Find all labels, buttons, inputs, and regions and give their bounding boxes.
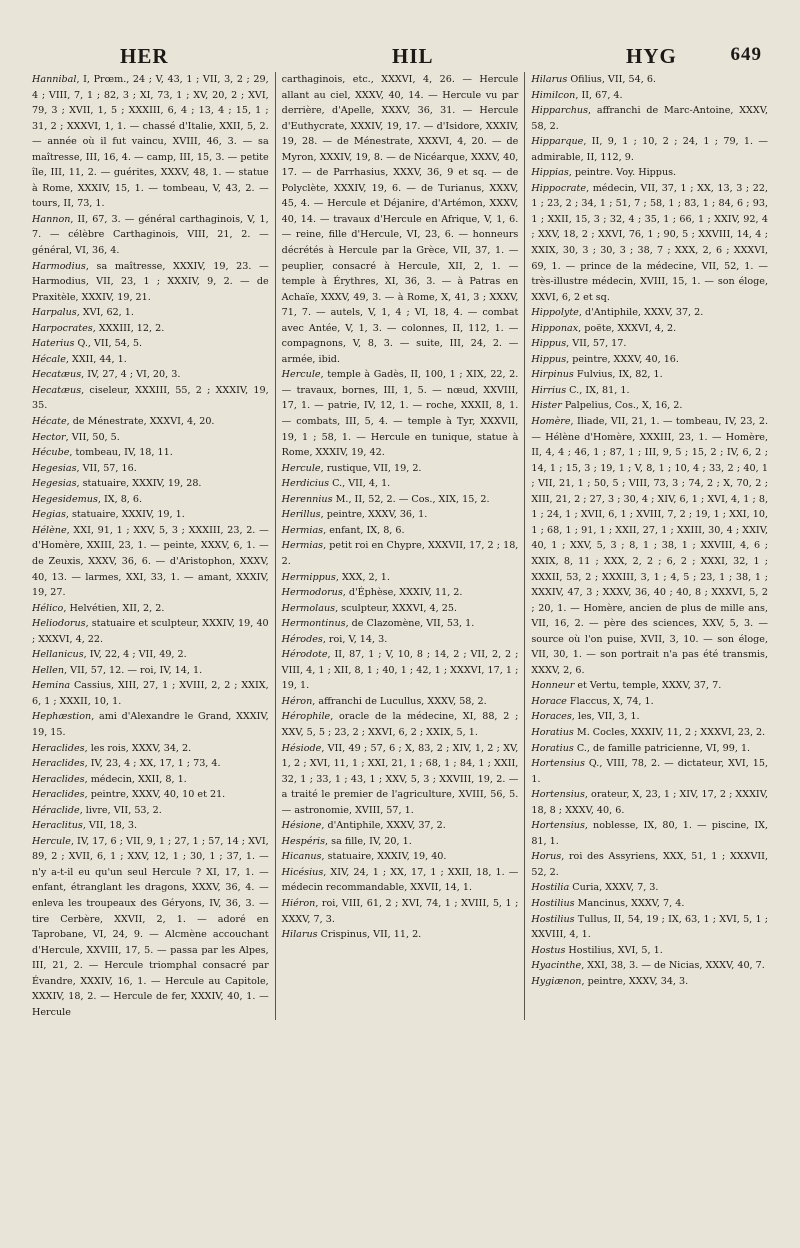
entry-headword: Horace bbox=[531, 695, 567, 707]
entry-references: , XVI, 62, 1. bbox=[76, 307, 134, 319]
entry-headword: Hilarus bbox=[281, 929, 318, 941]
entry-headword: Hecatæus bbox=[32, 369, 82, 381]
index-entry bbox=[531, 943, 768, 959]
entry-headword: Horus bbox=[531, 851, 562, 863]
entry-references: , tombeau, IV, 18, 11. bbox=[69, 447, 173, 459]
index-entry bbox=[32, 383, 269, 414]
index-entry bbox=[282, 570, 519, 586]
index-entry bbox=[531, 756, 768, 787]
entry-references: , de Ménestrate, XXXVI, 4, 20. bbox=[66, 416, 215, 428]
entry-references: Hostilius, XVI, 5, 1. bbox=[565, 944, 663, 956]
running-header bbox=[26, 40, 774, 66]
entry-references: , II, 87, 1 ; V, 10, 8 ; 14, 2 ; VII, 2, 2 ; VIII, 4, 1 ; XII, 8, 1 ; 40, 1 ; 42, 1 ; XXXVI, 17, 1 ; 19, 1. bbox=[281, 649, 519, 692]
entry-references: C., de famille patricienne, VI, 99, 1. bbox=[573, 742, 751, 754]
entry-headword: Heraclides bbox=[32, 742, 85, 754]
entry-headword: Hannon bbox=[32, 213, 71, 225]
index-entry bbox=[531, 741, 768, 757]
header-center-word: HIL bbox=[392, 44, 434, 68]
entry-references: , médecin, XXII, 8, 1. bbox=[84, 773, 187, 785]
entry-headword: Hostilia bbox=[531, 882, 570, 894]
index-entry bbox=[282, 538, 519, 569]
entry-headword: Hécate bbox=[32, 416, 67, 428]
entry-references: , Helvétien, XII, 2, 2. bbox=[63, 602, 165, 614]
index-column-right bbox=[525, 72, 774, 1020]
entry-headword: Héron bbox=[281, 695, 313, 707]
index-column-middle bbox=[275, 72, 526, 1020]
index-entry bbox=[531, 958, 768, 974]
entry-references: , d'Antiphile, XXXV, 37, 2. bbox=[321, 820, 446, 832]
index-entry bbox=[32, 834, 269, 1021]
entry-references: , IV, 27, 4 ; VI, 20, 3. bbox=[81, 369, 181, 381]
entry-references: Flaccus, X, 74, 1. bbox=[566, 695, 654, 707]
entry-headword: Hérodes bbox=[281, 633, 323, 645]
entry-references: , peintre, XXXV, 40, 16. bbox=[566, 353, 679, 365]
index-entry bbox=[531, 678, 768, 694]
entry-references: , enfant, IX, 8, 6. bbox=[323, 524, 405, 536]
index-entry bbox=[32, 772, 269, 788]
index-columns bbox=[26, 72, 774, 1020]
entry-headword: Hippocrate bbox=[531, 182, 587, 194]
index-entry bbox=[32, 414, 269, 430]
entry-references: , poëte, XXXVI, 4, 2. bbox=[578, 322, 677, 334]
entry-headword: Herillus bbox=[281, 509, 321, 521]
index-entry bbox=[282, 616, 519, 632]
entry-headword: Hérophile bbox=[281, 711, 331, 723]
index-entry bbox=[531, 974, 768, 990]
entry-references: Tullus, II, 54, 19 ; IX, 63, 1 ; XVI, 5, 1 ; XXVIII, 4, 1. bbox=[531, 913, 769, 941]
index-entry bbox=[531, 181, 768, 305]
entry-headword: Heraclitus bbox=[32, 820, 83, 832]
entry-references: , affranchi de Lucullus, XXXV, 58, 2. bbox=[312, 695, 487, 707]
entry-references: Q., VIII, 78, 2. — dictateur, XVI, 15, 1. bbox=[531, 758, 769, 785]
entry-headword: Hermolaus bbox=[281, 602, 336, 614]
entry-headword: Hercule bbox=[32, 835, 71, 847]
index-entry bbox=[32, 756, 269, 772]
entry-headword: Hostilius bbox=[531, 913, 575, 925]
entry-headword: Hemina bbox=[32, 680, 71, 692]
entry-headword: Hegesidemus bbox=[32, 493, 98, 505]
entry-references: , VII, 57, 17. bbox=[566, 338, 627, 350]
entry-headword: Hécale bbox=[32, 353, 66, 365]
index-entry bbox=[531, 103, 768, 134]
entry-headword: Hicanus bbox=[281, 851, 322, 863]
index-entry bbox=[32, 321, 269, 337]
index-entry bbox=[32, 818, 269, 834]
entry-headword: Hector bbox=[32, 431, 66, 443]
entry-references: Fulvius, IX, 82, 1. bbox=[573, 369, 663, 381]
entry-references: , I, Prœm., 24 ; V, 43, 1 ; VII, 3, 2 ; 29, 4 ; VIII, 7, 1 ; 82, 3 ; XI, 73, 1 ; XV, 20, 2 ; XVI, 79, 3 ; XVII, 1, 5 ; XXXIII, 6, 4 ; 13, 4 ; 15, 1 ; 31, 2 ; XXXVI, 1, 1. — chassé d'Italie, XXII, 5, 2. — année où il fut vaincu, XVIII, 46, 3. — sa maîtresse, III, 16, 4. — camp, III, 15, 3. — petite île, III, 11, 2. — guérites, XXXV, 48, 1. — statue à Rome, XXXIV, 15, 1. — tombeau, V, 43, 2. — tours, II, 73, 1. bbox=[32, 74, 269, 210]
entry-headword: Hésione bbox=[281, 820, 322, 832]
entry-headword: Heraclides bbox=[32, 773, 85, 785]
entry-headword: Hélène bbox=[32, 524, 67, 536]
entry-references: , les, VII, 3, 1. bbox=[571, 711, 640, 723]
entry-headword: Hannibal bbox=[32, 74, 77, 85]
entry-references: , affranchi de Marc-Antoine, XXXV, 58, 2. bbox=[531, 105, 769, 132]
entry-references: , ami d'Alexandre le Grand, XXXIV, 19, 15. bbox=[32, 711, 269, 738]
entry-references: , les rois, XXXV, 34, 2. bbox=[84, 742, 192, 754]
entry-headword: Hermippus bbox=[281, 571, 336, 583]
index-entry bbox=[531, 321, 768, 337]
entry-references: , roi, VIII, 61, 2 ; XVI, 74, 1 ; XVIII, 5, 1 ; XXXV, 7, 3. bbox=[281, 897, 519, 925]
index-entry bbox=[531, 896, 768, 912]
entry-headword: Hegias bbox=[32, 509, 66, 521]
index-entry bbox=[282, 523, 519, 539]
index-entry bbox=[531, 849, 768, 880]
index-entry bbox=[282, 632, 519, 648]
entry-headword: Hegesias bbox=[32, 478, 77, 490]
index-entry bbox=[531, 787, 768, 818]
entry-references: , VII, 50, 5. bbox=[65, 431, 120, 443]
index-entry bbox=[32, 647, 269, 663]
index-entry bbox=[32, 461, 269, 477]
index-entry bbox=[282, 927, 519, 943]
entry-references: , peintre, XXXV, 34, 3. bbox=[581, 975, 689, 987]
index-entry bbox=[531, 383, 768, 399]
index-entry bbox=[282, 741, 519, 819]
index-entry bbox=[282, 72, 519, 367]
entry-headword: Hipparchus bbox=[531, 105, 589, 117]
entry-headword: Horatius bbox=[531, 726, 574, 738]
index-entry bbox=[32, 507, 269, 523]
index-entry bbox=[531, 336, 768, 352]
header-left-word: HER bbox=[120, 44, 169, 68]
entry-headword: Hephæstion bbox=[32, 711, 92, 723]
entry-headword: Hermias bbox=[281, 540, 324, 552]
entry-headword: Hyacinthe bbox=[531, 960, 582, 972]
entry-headword: Hiéron bbox=[281, 897, 316, 909]
entry-references: , livre, VII, 53, 2. bbox=[79, 804, 162, 816]
entry-headword: Haterius bbox=[32, 338, 75, 350]
index-entry bbox=[32, 367, 269, 383]
entry-headword: Hortensius bbox=[531, 820, 585, 832]
entry-references: , XXXIII, 12, 2. bbox=[92, 322, 165, 334]
entry-references: , peintre, XXXV, 36, 1. bbox=[320, 509, 428, 521]
entry-references: , IX, 8, 6. bbox=[97, 493, 143, 505]
entry-headword: Hirrius bbox=[531, 384, 567, 396]
index-entry bbox=[531, 352, 768, 368]
entry-references: Ofilius, VII, 54, 6. bbox=[567, 74, 656, 85]
entry-references: , orateur, X, 23, 1 ; XIV, 17, 2 ; XXXIV, 18, 8 ; XXXV, 40, 6. bbox=[531, 789, 769, 816]
entry-headword: Herdicius bbox=[281, 478, 330, 490]
index-entry bbox=[282, 461, 519, 477]
entry-references: , IV, 22, 4 ; VII, 49, 2. bbox=[83, 649, 187, 661]
entry-references: , ciseleur, XXXIII, 55, 2 ; XXXIV, 19, 35. bbox=[32, 384, 269, 412]
entry-references: carthaginois, etc., XXXVI, 4, 26. — Hercule allant au ciel, XXXV, 40, 14. — Hercule vu par derrière, d'Apelle, XXXV, 36, 31. — Hercule d'Euthycrate, XXXIV, 19, 17. — d'Isidore, XXXIV, 19, 28. — de Ménestrate, XXXVI, 4, 20. — de Myron, XXXIV, 19, 8. — de Nicéarque, XXXV, 40, 17. — de Parrhasius, XXXV, 36, 9 et sq. — de Polyclète, XXXIV, 19, 6. — de Turianus, XXXV, 45, 4. — Hercule et Déjanire, d'Artémon, XXXV, 40, 14. — travaux d'Hercule en Afrique, V, 1, 6. — reine, fille d'Hercule, VI, 23, 6. — honneurs décrétés à Hercule par la Grèce, VII, 37, 1. — peuplier, consacré à Hercule, XII, 2, 1. — temple à Érythres, XI, 36, 3. — à Patras en Achaïe, XXXV, 49, 3. — à Rome, X, 41, 3 ; XXXV, 71, 7. — autels, V, 1, 4 ; VI, 18, 4. — combat avec Antée, V, 1, 3. — colonnes, II, 112, 1. — compagnons, V, 8, 3. — suite, III, 24, 2. — armée, ibid. bbox=[281, 74, 519, 365]
index-entry bbox=[531, 165, 768, 181]
entry-headword: Hellen bbox=[32, 664, 65, 676]
entry-references: , IV, 17, 6 ; VII, 9, 1 ; 27, 1 ; 57, 14 ; XVI, 89, 2 ; XVII, 6, 1 ; XXV, 12, 1 ; 30, 1 ; 37, 1. — n'y a-t-il eu qu'un seul Hercule ? XI, 17, 1. — enfant, étranglant les dragons, XXXV, 36, 4. — enleva les troupeaux des Géryons, IV, 36, 3. — tire Cerbère, XXVII, 2, 1. — adoré en Taprobane, VI, 24, 9. — Alcmène accouchant d'Hercule, XXVIII, 17, 5. — passa par les Alpes, III, 21, 2. — Hercule triomphal consacré par Évandre, XXXIV, 16, 1. — Hercule au Capitole, XXXIV, 18, 2. — Hercule de fer, XXXIV, 40, 1. — Hercule bbox=[32, 835, 269, 1018]
index-column-left bbox=[26, 72, 275, 1020]
entry-references: Crispinus, VII, 11, 2. bbox=[317, 929, 422, 941]
entry-references: , XXX, 2, 1. bbox=[335, 571, 390, 583]
entry-references: , XIV, 24, 1 ; XX, 17, 1 ; XXII, 18, 1. — médecin recommandable, XXVII, 14, 1. bbox=[281, 866, 519, 894]
entry-headword: Hister bbox=[531, 400, 562, 412]
index-entry bbox=[282, 507, 519, 523]
entry-references: et Vertu, temple, XXXV, 37, 7. bbox=[574, 680, 722, 692]
entry-references: , noblesse, IX, 80, 1. — piscine, IX, 81, 1. bbox=[531, 820, 769, 847]
entry-references: , sa fille, IV, 20, 1. bbox=[325, 835, 412, 847]
entry-references: , petit roi en Chypre, XXXVII, 17, 2 ; 18, 2. bbox=[281, 540, 519, 567]
index-entry bbox=[32, 787, 269, 803]
entry-references: C., IX, 81, 1. bbox=[566, 384, 630, 396]
index-entry bbox=[32, 212, 269, 259]
index-entry bbox=[32, 678, 269, 709]
entry-references: , d'Éphèse, XXXIV, 11, 2. bbox=[342, 587, 463, 599]
entry-headword: Himilcon bbox=[531, 89, 576, 101]
index-entry bbox=[282, 818, 519, 834]
entry-headword: Homère bbox=[531, 416, 571, 428]
entry-headword: Hygiænon bbox=[531, 975, 582, 987]
entry-headword: Hermodorus bbox=[281, 587, 343, 599]
entry-references: , II, 9, 1 ; 10, 2 ; 24, 1 ; 79, 1. — admirable, II, 112, 9. bbox=[531, 136, 769, 163]
index-entry bbox=[531, 912, 768, 943]
index-entry bbox=[282, 476, 519, 492]
entry-headword: Hippus bbox=[531, 338, 567, 350]
entry-headword: Hegesias bbox=[32, 462, 77, 474]
header-right-word: HYG bbox=[626, 44, 677, 68]
entry-references: , médecin, VII, 37, 1 ; XX, 13, 3 ; 22, 1 ; 23, 2 ; 34, 1 ; 51, 7 ; 58, 1 ; 83, 1 ; 84, 6 ; 93, 1 ; XXII, 15, 3 ; 32, 4 ; 35, 1 ; 66, 1 ; XXIV, 92, 4 ; XXV, 18, 2 ; XXVI, 76, 1 ; 90, 5 ; XXVIII, 14, 4 ; XXIX, 30, 3 ; 30, 3 ; 38, 7 ; XXX, 2, 6 ; XXXVI, 69, 1. — prince de la médecine, VII, 52, 1. — très-illustre médecin, XVIII, 15, 1. — son éloge, XXVI, 6, 2 et sq. bbox=[531, 182, 769, 303]
entry-references: , Iliade, VII, 21, 1. — tombeau, IV, 23, 2. — Hélène d'Homère, XXXIII, 23, 1. — Homère, II, 4, 4 ; 46, 1 ; 87, 1 ; III, 9, 5 ; 15, 2 ; IV, 6, 2 ; 14, 1 ; 15, 3 ; 19, 1 ; V, 8, 1 ; 10, 4 ; 33, 2 ; 40, 1 ; VII, 21, 1 ; 50, 5 ; VIII, 73, 3 ; 74, 2 ; X, 70, 2 ; XIII, 21, 2 ; 27, 3 ; 30, 4 ; XIV, 6, 1 ; XVI, 4, 1 ; 8, 1 ; 24, 1 ; XVII, 6, 1 ; XVIII, 7, 2 ; 19, 1 ; XXI, 10, 1 ; 68, 1 ; 91, 1 ; XXII, 27, 1 ; XXIII, 30, 4 ; XXIV, 40, 1 ; XXV, 5, 3 ; 8, 1 ; 38, 1 ; XXVIII, 4, 6 ; XXIX, 8, 11 ; XXX, 2, 2 ; 6, 2 ; XXXI, 32, 1 ; XXXII, 53, 2 ; XXXIII, 3, 1 ; 4, 5 ; 23, 1 ; 38, 1 ; XXXIV, 47, 3 ; XXXV, 36, 40 ; 40, 8 ; XXXVI, 5, 2 ; 20, 1. — Homère, ancien de plus de mille ans, VII, 16, 2. — père des sciences, XXV, 5, 3. — source où l'on puise, XVII, 3, 10. — son éloge, VII, 30, 1. — son portrait n'a pas été transmis, XXXV, 2, 6. bbox=[531, 416, 769, 676]
entry-references: , roi, V, 14, 3. bbox=[322, 633, 388, 645]
entry-headword: Hésiode bbox=[281, 742, 322, 754]
entry-references: , XXI, 91, 1 ; XXV, 5, 3 ; XXXIII, 23, 2. — d'Homère, XXIII, 23, 1. — peinte, XXXV, 6, 1. — de Zeuxis, XXXV, 36, 6. — d'Aristophon, XXXV, 40, 13. — larmes, XXI, 33, 1. — amant, XXXIV, 19, 27. bbox=[32, 524, 269, 599]
index-entry bbox=[531, 88, 768, 104]
index-entry bbox=[282, 896, 519, 927]
entry-headword: Hélico bbox=[32, 602, 64, 614]
entry-references: , temple à Gadès, II, 100, 1 ; XIX, 22, 2. — travaux, bornes, III, 1, 5. — nœud, XXVIII, 17, 1. — patrie, IV, 12, 1. — roche, XXXII, 8, 1. — combats, III, 5, 4. — temple à Tyr, XXXVII, 19, 1 ; 58, 1. — Hercule en tunique, statue à Rome, XXXIV, 19, 42. bbox=[281, 369, 519, 459]
index-entry bbox=[32, 803, 269, 819]
entry-references: , sa maîtresse, XXXIV, 19, 23. — Harmodius, VII, 23, 1 ; XXXIV, 9, 2. — de Praxitèle, XXXIV, 19, 21. bbox=[32, 260, 269, 303]
index-entry bbox=[32, 709, 269, 740]
entry-headword: Heliodorus bbox=[32, 618, 86, 630]
entry-references: , de Clazomène, VII, 53, 1. bbox=[345, 618, 475, 630]
entry-headword: Horatius bbox=[531, 742, 574, 754]
entry-references: , IV, 23, 4 ; XX, 17, 1 ; 73, 4. bbox=[84, 758, 221, 770]
entry-references: , oracle de la médecine, XI, 88, 2 ; XXV, 5, 5 ; 23, 2 ; XXVI, 6, 2 ; XXIX, 5, 1. bbox=[281, 711, 519, 738]
entry-references: , VII, 18, 3. bbox=[82, 820, 137, 832]
entry-references: , statuaire, XXXIV, 19, 28. bbox=[76, 478, 202, 490]
entry-headword: Heraclides bbox=[32, 758, 85, 770]
entry-headword: Honneur bbox=[531, 680, 575, 692]
entry-references: , statuaire, XXXIV, 19, 1. bbox=[65, 509, 185, 521]
index-entry bbox=[531, 72, 768, 88]
index-entry bbox=[32, 305, 269, 321]
index-entry bbox=[282, 865, 519, 896]
entry-references: , XXI, 38, 3. — de Nicias, XXXV, 40, 7. bbox=[581, 960, 765, 972]
index-entry bbox=[32, 601, 269, 617]
entry-references: , VII, 49 ; 57, 6 ; X, 83, 2 ; XIV, 1, 2 ; XV, 1, 2 ; XVI, 11, 1 ; XXI, 21, 1 ; 68, 1 ; 84, 1 ; XXII, 32, 1 ; 33, 1 ; 43, 1 ; XXV, 5, 3 ; XXVIII, 19, 2. — a traité le premier de l'agriculture, XVIII, 56, 5. — astronomie, XVIII, 57, 1. bbox=[281, 742, 519, 816]
entry-headword: Hortensius bbox=[531, 789, 585, 801]
index-entry bbox=[32, 616, 269, 647]
entry-references: M. Cocles, XXXIV, 11, 2 ; XXXVI, 23, 2. bbox=[573, 726, 766, 738]
entry-headword: Hérodote bbox=[281, 649, 328, 661]
index-entry bbox=[32, 336, 269, 352]
entry-references: , rustique, VII, 19, 2. bbox=[320, 462, 422, 474]
index-entry bbox=[282, 585, 519, 601]
index-entry bbox=[282, 694, 519, 710]
entry-headword: Herennius bbox=[281, 493, 333, 505]
entry-headword: Hespéris bbox=[281, 835, 326, 847]
index-entry bbox=[531, 414, 768, 678]
entry-references: , II, 67, 4. bbox=[575, 89, 623, 101]
entry-references: Q., VII, 54, 5. bbox=[74, 338, 143, 350]
entry-references: C., VII, 4, 1. bbox=[329, 478, 391, 490]
index-entry bbox=[531, 134, 768, 165]
entry-headword: Hortensius bbox=[531, 758, 585, 770]
entry-headword: Hippias bbox=[531, 167, 569, 179]
entry-headword: Hostus bbox=[531, 944, 566, 956]
entry-headword: Hercule bbox=[281, 462, 321, 474]
entry-headword: Héraclide bbox=[32, 804, 80, 816]
entry-references: , sculpteur, XXXVI, 4, 25. bbox=[335, 602, 457, 614]
entry-references: , statuaire et sculpteur, XXXIV, 19, 40 ; XXXVI, 4, 22. bbox=[32, 618, 269, 645]
entry-headword: Hercule bbox=[281, 369, 321, 381]
entry-references: , peintre. Voy. Hippus. bbox=[568, 167, 677, 179]
entry-headword: Harpocrates bbox=[32, 322, 93, 334]
index-entry bbox=[282, 834, 519, 850]
index-entry bbox=[32, 476, 269, 492]
entry-headword: Hermontinus bbox=[281, 618, 346, 630]
index-entry bbox=[32, 663, 269, 679]
index-entry bbox=[531, 305, 768, 321]
index-entry bbox=[32, 523, 269, 601]
entry-headword: Hicésius bbox=[281, 866, 324, 878]
entry-references: , VII, 57, 16. bbox=[76, 462, 137, 474]
index-entry bbox=[531, 725, 768, 741]
index-entry bbox=[282, 601, 519, 617]
index-entry bbox=[531, 880, 768, 896]
entry-headword: Hirpinus bbox=[531, 369, 574, 381]
index-entry bbox=[282, 367, 519, 460]
index-entry bbox=[282, 492, 519, 508]
entry-headword: Hippolyte bbox=[531, 307, 579, 319]
entry-references: Curia, XXXV, 7, 3. bbox=[569, 882, 659, 894]
entry-references: , peintre, XXXV, 40, 10 et 21. bbox=[84, 789, 226, 801]
index-entry bbox=[531, 367, 768, 383]
index-entry bbox=[32, 492, 269, 508]
entry-headword: Hellanicus bbox=[32, 649, 84, 661]
index-entry bbox=[531, 818, 768, 849]
entry-headword: Hostilius bbox=[531, 897, 575, 909]
entry-headword: Horaces bbox=[531, 711, 572, 723]
index-entry bbox=[32, 352, 269, 368]
entry-references: , VII, 57, 12. — roi, IV, 14, 1. bbox=[64, 664, 203, 676]
entry-references: , roi des Assyriens, XXX, 51, 1 ; XXXVII, 52, 2. bbox=[531, 851, 769, 878]
entry-references: Mancinus, XXXV, 7, 4. bbox=[574, 897, 685, 909]
entry-headword: Harmodius bbox=[32, 260, 86, 272]
index-entry bbox=[531, 398, 768, 414]
entry-headword: Harpalus bbox=[32, 307, 77, 319]
entry-headword: Hecatæus bbox=[32, 384, 82, 396]
entry-headword: Hilarus bbox=[531, 74, 568, 85]
entry-headword: Hipparque bbox=[531, 136, 584, 148]
entry-references: M., II, 52, 2. — Cos., XIX, 15, 2. bbox=[332, 493, 490, 505]
index-entry bbox=[282, 709, 519, 740]
entry-headword: Hermias bbox=[281, 524, 324, 536]
entry-references: , statuaire, XXXIV, 19, 40. bbox=[321, 851, 447, 863]
entry-references: , XXII, 44, 1. bbox=[65, 353, 127, 365]
index-entry bbox=[32, 259, 269, 306]
entry-references: Cassius, XIII, 27, 1 ; XVIII, 2, 2 ; XXIX, 6, 1 ; XXXII, 10, 1. bbox=[32, 680, 269, 707]
index-entry bbox=[32, 445, 269, 461]
entry-headword: Heraclides bbox=[32, 789, 85, 801]
index-entry bbox=[32, 72, 269, 212]
entry-references: Palpelius, Cos., X, 16, 2. bbox=[561, 400, 683, 412]
entry-references: , II, 67, 3. — général carthaginois, V, 1, 7. — célèbre Carthaginois, VIII, 21, 2. — général, VI, 36, 4. bbox=[32, 213, 269, 257]
entry-headword: Hipponax bbox=[531, 322, 579, 334]
index-entry bbox=[531, 709, 768, 725]
index-entry bbox=[531, 694, 768, 710]
entry-headword: Hécube bbox=[32, 447, 70, 459]
page-number: 649 bbox=[730, 44, 762, 65]
entry-headword: Hippus bbox=[531, 353, 567, 365]
entry-references: , d'Antiphile, XXXV, 37, 2. bbox=[578, 307, 704, 319]
index-entry bbox=[282, 647, 519, 694]
index-entry bbox=[32, 741, 269, 757]
index-entry bbox=[32, 430, 269, 446]
index-entry bbox=[282, 849, 519, 865]
